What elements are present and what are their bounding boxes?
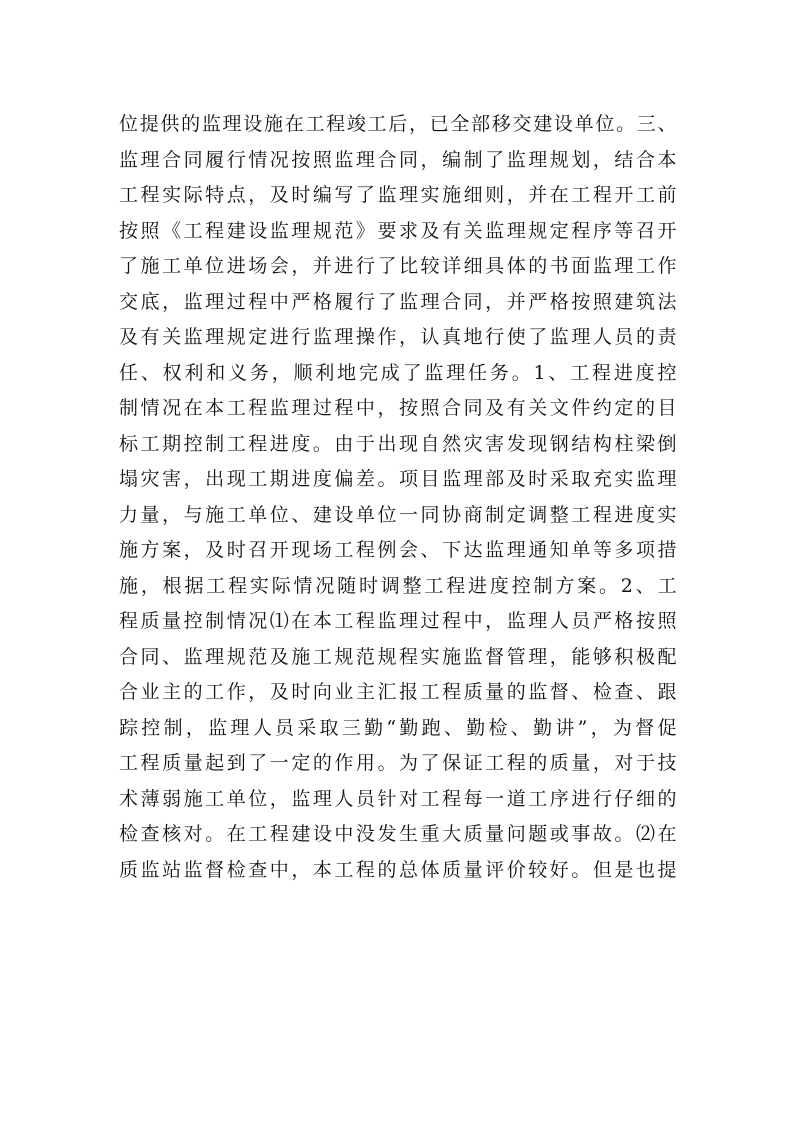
text-line: 合同、监理规范及施工规范规程实施监督管理，能够积极配: [119, 645, 677, 668]
text-line: 按照《工程建设监理规范》要求及有关监理规定程序等召开: [119, 219, 677, 242]
text-line: 标工期控制工程进度。由于出现自然灾害发现钢结构柱梁倒: [119, 432, 677, 455]
text-line: 施方案，及时召开现场工程例会、下达监理通知单等多项措: [119, 539, 677, 561]
text-line: 程质量控制情况⑴在本工程监理过程中，监理人员严格按照: [119, 610, 677, 632]
text-line: 任、权利和义务，顺利地完成了监理任务。1、工程进度控: [119, 361, 677, 384]
text-line: 术薄弱施工单位，监理人员针对工程每一道工序进行仔细的: [119, 787, 677, 810]
text-line: 力量，与施工单位、建设单位一同协商制定调整工程进度实: [119, 503, 677, 526]
text-line: 质监站监督检查中，本工程的总体质量评价较好。但是也提: [119, 858, 677, 881]
text-line: 监理合同履行情况按照监理合同，编制了监理规划，结合本: [119, 148, 677, 171]
text-line: 塌灾害，出现工期进度偏差。项目监理部及时采取充实监理: [119, 468, 677, 490]
text-line: 踪控制，监理人员采取三勤“勤跑、勤检、勤讲”，为督促: [119, 716, 677, 739]
text-line: 合业主的工作，及时向业主汇报工程质量的监督、检查、跟: [119, 681, 677, 703]
text-line: 工程实际特点，及时编写了监理实施细则，并在工程开工前: [119, 184, 677, 206]
text-line: 了施工单位进场会，并进行了比较详细具体的书面监理工作: [119, 255, 677, 277]
text-line: 位提供的监理设施在工程竣工后，已全部移交建设单位。三、: [119, 113, 677, 135]
text-line: 交底，监理过程中严格履行了监理合同，并严格按照建筑法: [119, 290, 677, 313]
text-line: 检查核对。在工程建设中没发生重大质量问题或事故。⑵在: [119, 823, 677, 845]
text-line: 施，根据工程实际情况随时调整工程进度控制方案。2、工: [119, 574, 677, 597]
text-line: 工程质量起到了一定的作用。为了保证工程的质量，对于技: [119, 752, 677, 774]
text-line: 及有关监理规定进行监理操作，认真地行使了监理人员的责: [119, 326, 677, 348]
body-text: [119, 107, 677, 888]
text-line: 制情况在本工程监理过程中，按照合同及有关文件约定的目: [119, 397, 677, 419]
